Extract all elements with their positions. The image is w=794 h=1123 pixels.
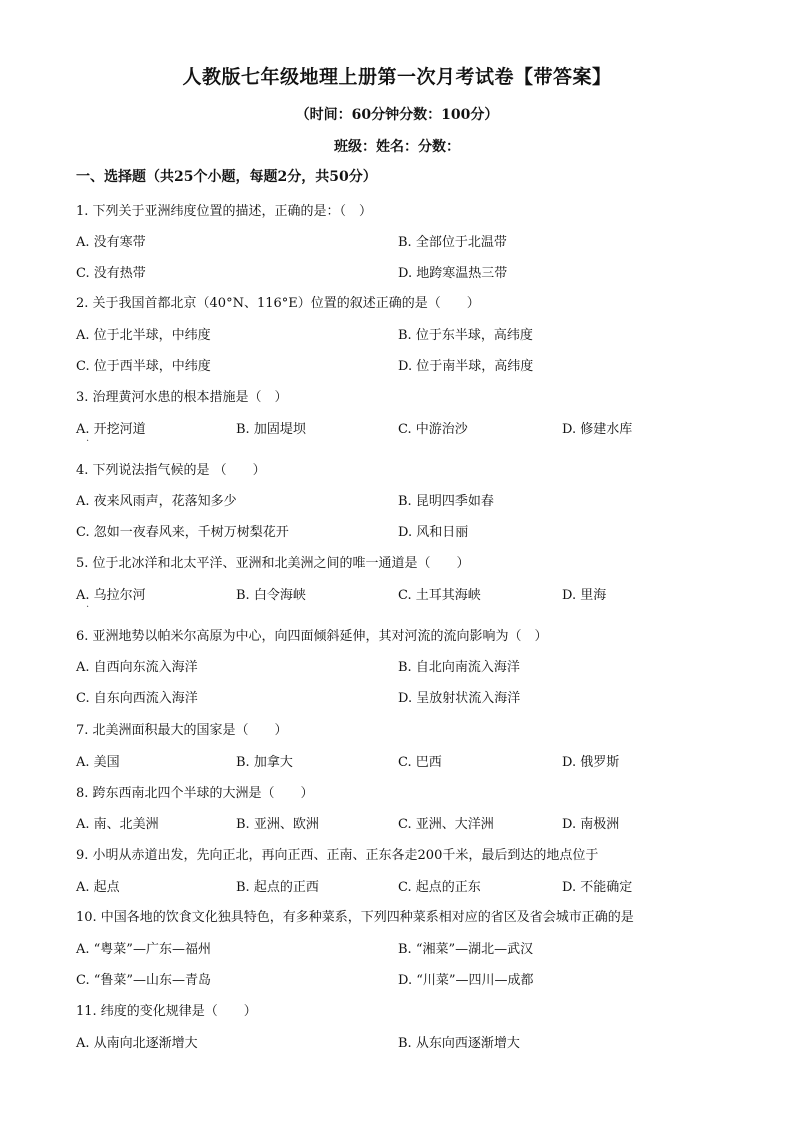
option-b: B. 白令海峡 [236, 588, 306, 603]
option-c: C. 位于西半球，中纬度 [76, 359, 211, 374]
option-d: D. 里海 [562, 588, 607, 603]
scan-artifact-dot: · [86, 602, 90, 613]
option-c: C. 土耳其海峡 [398, 588, 481, 603]
option-c: C. 巴西 [398, 755, 442, 770]
question-stem: 5. 位于北冰洋和北太平洋、亚洲和北美洲之间的唯一通道是（ ） [76, 556, 470, 571]
option-a: A. 起点 [76, 880, 120, 895]
option-d: D. 修建水库 [562, 422, 633, 437]
option-a: A. 乌拉尔河 [76, 588, 146, 603]
option-b: B. 从东向西逐渐增大 [398, 1036, 520, 1051]
option-a: A. 自西向东流入海洋 [76, 660, 198, 675]
option-a: A. 开挖河道 [76, 422, 146, 437]
question-stem: 11. 纬度的变化规律是（ ） [76, 1004, 257, 1019]
question-stem: 2. 关于我国首都北京（40°N、116°E）位置的叙述正确的是（ ） [76, 296, 480, 311]
option-d: D. 地跨寒温热三带 [398, 266, 508, 281]
question-stem: 1. 下列关于亚洲纬度位置的描述，正确的是：（ ） [76, 204, 373, 219]
option-d: D. 位于南半球，高纬度 [398, 359, 534, 374]
option-b: B. 位于东半球，高纬度 [398, 328, 533, 343]
option-d: D. “川菜”—四川—成都 [398, 973, 534, 988]
option-a: A. 从南向北逐渐增大 [76, 1036, 198, 1051]
page-title: 人教版七年级地理上册第一次月考试卷【带答案】 [182, 66, 612, 88]
option-c: C. 没有热带 [76, 266, 146, 281]
option-b: B. 亚洲、欧洲 [236, 817, 319, 832]
option-a: A. 美国 [76, 755, 120, 770]
exam-time-score: （时间：60分钟分数：100分） [295, 107, 499, 123]
question-stem: 6. 亚洲地势以帕米尔高原为中心，向四面倾斜延伸，其对河流的流向影响为（ ） [76, 629, 548, 644]
student-info-line: 班级：姓名：分数： [334, 139, 460, 155]
option-a: A. 南、北美洲 [76, 817, 159, 832]
option-d: D. 俄罗斯 [562, 755, 620, 770]
question-stem: 3. 治理黄河水患的根本措施是（ ） [76, 390, 288, 405]
question-stem: 4. 下列说法指气候的是 （ ） [76, 463, 266, 478]
option-d: D. 南极洲 [562, 817, 620, 832]
option-b: B. 全部位于北温带 [398, 235, 507, 250]
option-b: B. 自北向南流入海洋 [398, 660, 520, 675]
option-d: D. 不能确定 [562, 880, 633, 895]
option-c: C. 中游治沙 [398, 422, 468, 437]
option-c: C. 起点的正东 [398, 880, 481, 895]
option-a: A. 夜来风雨声，花落知多少 [76, 494, 237, 509]
option-c: C. “鲁菜”—山东—青岛 [76, 973, 212, 988]
option-c: C. 亚洲、大洋洲 [398, 817, 494, 832]
option-b: B. 昆明四季如春 [398, 494, 494, 509]
option-b: B. 加拿大 [236, 755, 293, 770]
question-stem: 8. 跨东西南北四个半球的大洲是（ ） [76, 786, 314, 801]
option-a: A. 没有寒带 [76, 235, 146, 250]
option-b: B. 加固堤坝 [236, 422, 306, 437]
option-d: D. 呈放射状流入海洋 [398, 691, 521, 706]
option-c: C. 自东向西流入海洋 [76, 691, 198, 706]
option-c: C. 忽如一夜春风来，千树万树梨花开 [76, 525, 289, 540]
option-b: B. 起点的正西 [236, 880, 319, 895]
question-stem: 10. 中国各地的饮食文化独具特色，有多种菜系，下列四种菜系相对应的省区及省会城市正确的是 [76, 910, 634, 925]
question-stem: 9. 小明从赤道出发，先向正北，再向正西、正南、正东各走200千米，最后到达的地点位于 [76, 848, 599, 863]
option-b: B. “湘菜”—湖北—武汉 [398, 942, 534, 957]
scan-artifact-dot: · [86, 436, 90, 447]
option-a: A. 位于北半球，中纬度 [76, 328, 211, 343]
option-d: D. 风和日丽 [398, 525, 469, 540]
option-a: A. “粤菜”—广东—福州 [76, 942, 211, 957]
section-heading: 一、选择题（共25个小题，每题2分，共50分） [76, 169, 377, 185]
question-stem: 7. 北美洲面积最大的国家是（ ） [76, 723, 288, 738]
